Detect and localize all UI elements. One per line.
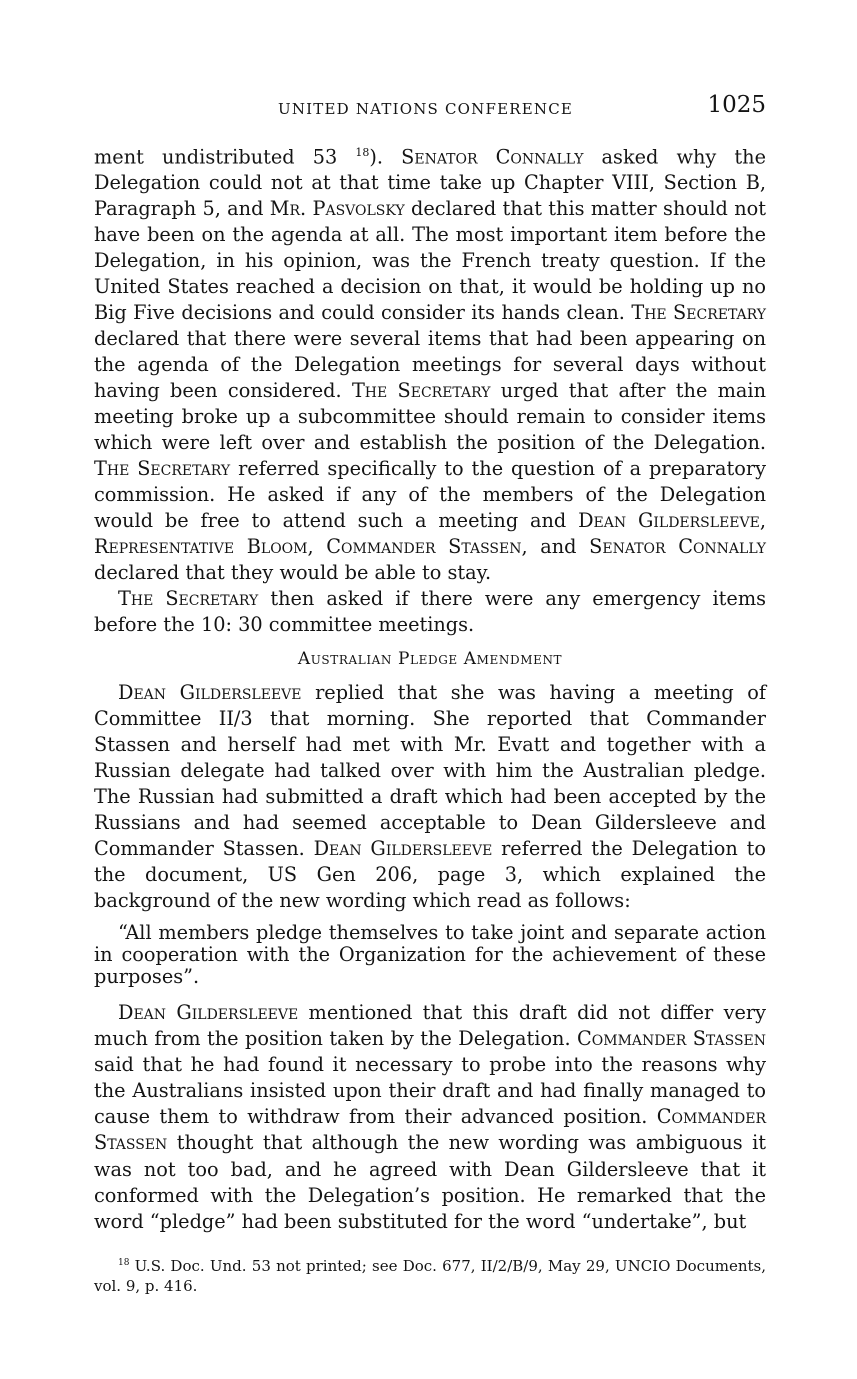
speaker-name: Mr. Pasvolsky: [269, 197, 405, 221]
speaker-name: Commander Stassen: [94, 1105, 766, 1155]
paragraph-4: Dean Gildersleeve mentioned that this draft did not differ very much from the position taken by the Delegation. Commander Stassen said that he had found it necessary to probe into the reasons why the Australians insisted upon their draft and had finally managed to cause them to withdraw from their advanced position. Commander Stassen thought that although the new wording was ambiguous it was not too bad, and he agreed with Dean Gildersleeve that it conformed with the Delegation’s position. He remarked that the word “pledge” had been substituted for the word “undertake”, but: [94, 1001, 766, 1233]
speaker-name: Representative Bloom: [94, 534, 308, 558]
speaker-name: The Secretary: [351, 379, 491, 402]
speaker-name: The Secretary: [94, 456, 231, 480]
speaker-name: Senator Connally: [401, 145, 584, 169]
body-text-middle: [94, 680, 766, 914]
speaker-name: Dean Gildersleeve: [118, 681, 302, 704]
footnote-text: U.S. Doc. Und. 53 not printed; see Doc. 677, II/2/B/9, May 29, UNCIO Documents, vol. 9, p. 416.: [94, 1257, 766, 1295]
speaker-name: Dean Gildersleeve: [578, 508, 760, 532]
running-head-title: UNITED NATIONS CONFERENCE: [278, 100, 574, 118]
footnote-reference: 18: [355, 146, 370, 159]
speaker-name: The Secretary: [118, 586, 259, 610]
block-quote: “All members pledge themselves to take joint and separate action in cooperation with the Organization for the achievement of these purposes”.: [94, 921, 766, 988]
speaker-name: Dean Gildersleeve: [118, 1001, 299, 1024]
paragraph-3: Dean Gildersleeve replied that she was having a meeting of Committee II/3 that morning. She reported that Commander Stassen and herself had met with Mr. Evatt and together with a Russian delegate had talked over with him the Australian pledge. The Russian had submitted a draft which had been accepted by the Russians and had seemed acceptable to Dean Gildersleeve and Commander Stassen. Dean Gildersleeve referred the Delegation to the document, US Gen 206, page 3, which explained the background of the new wording which read as follows:: [94, 681, 766, 912]
body-text-top: [94, 140, 766, 638]
paragraph-2: The Secretary then asked if there were any emergency items before the 10: 30 committee meetings.: [94, 586, 766, 636]
speaker-name: Dean Gildersleeve: [313, 836, 493, 860]
body-text-bottom: [94, 1000, 766, 1235]
running-head: [94, 92, 766, 122]
paragraph-1: ment undistributed 53 $^{18}$). Senator Connally asked why the Delegation could not at that time take up Chapter VIII, Section B, Paragraph 5, and Mr. Pasvolsky declared that this matter should not have been on the agenda at all. The most important item before the Delegation, in his opinion, was the French treaty question. If the United States reached a decision on that, it would be holding up no Big Five decisions and could consider its hands clean. The Secretary declared that there were several items that had been appearing on the agenda of the Delegation meetings for several days without having been considered. The Secretary urged that after the main meeting broke up a subcommittee should remain to consider items which were left over and establish the position of the Delegation. The Secretary referred specifically to the question of a preparatory commission. He asked if any of the members of the Delegation would be free to attend such a meeting and Dean Gildersleeve, Representative Bloom, Commander Stassen, and Senator Connally declared that they would be able to stay.: [94, 145, 767, 584]
speaker-name: Senator Connally: [589, 534, 766, 558]
speaker-name: Commander Stassen: [326, 534, 522, 558]
speaker-name: The Secretary: [631, 301, 766, 325]
footnote: [94, 1253, 766, 1296]
footnote-marker: 18: [118, 1258, 130, 1268]
section-heading: Australian Pledge Amendment: [297, 649, 563, 669]
speaker-name: Commander Stassen: [577, 1027, 766, 1051]
page-number: 1025: [707, 92, 766, 118]
